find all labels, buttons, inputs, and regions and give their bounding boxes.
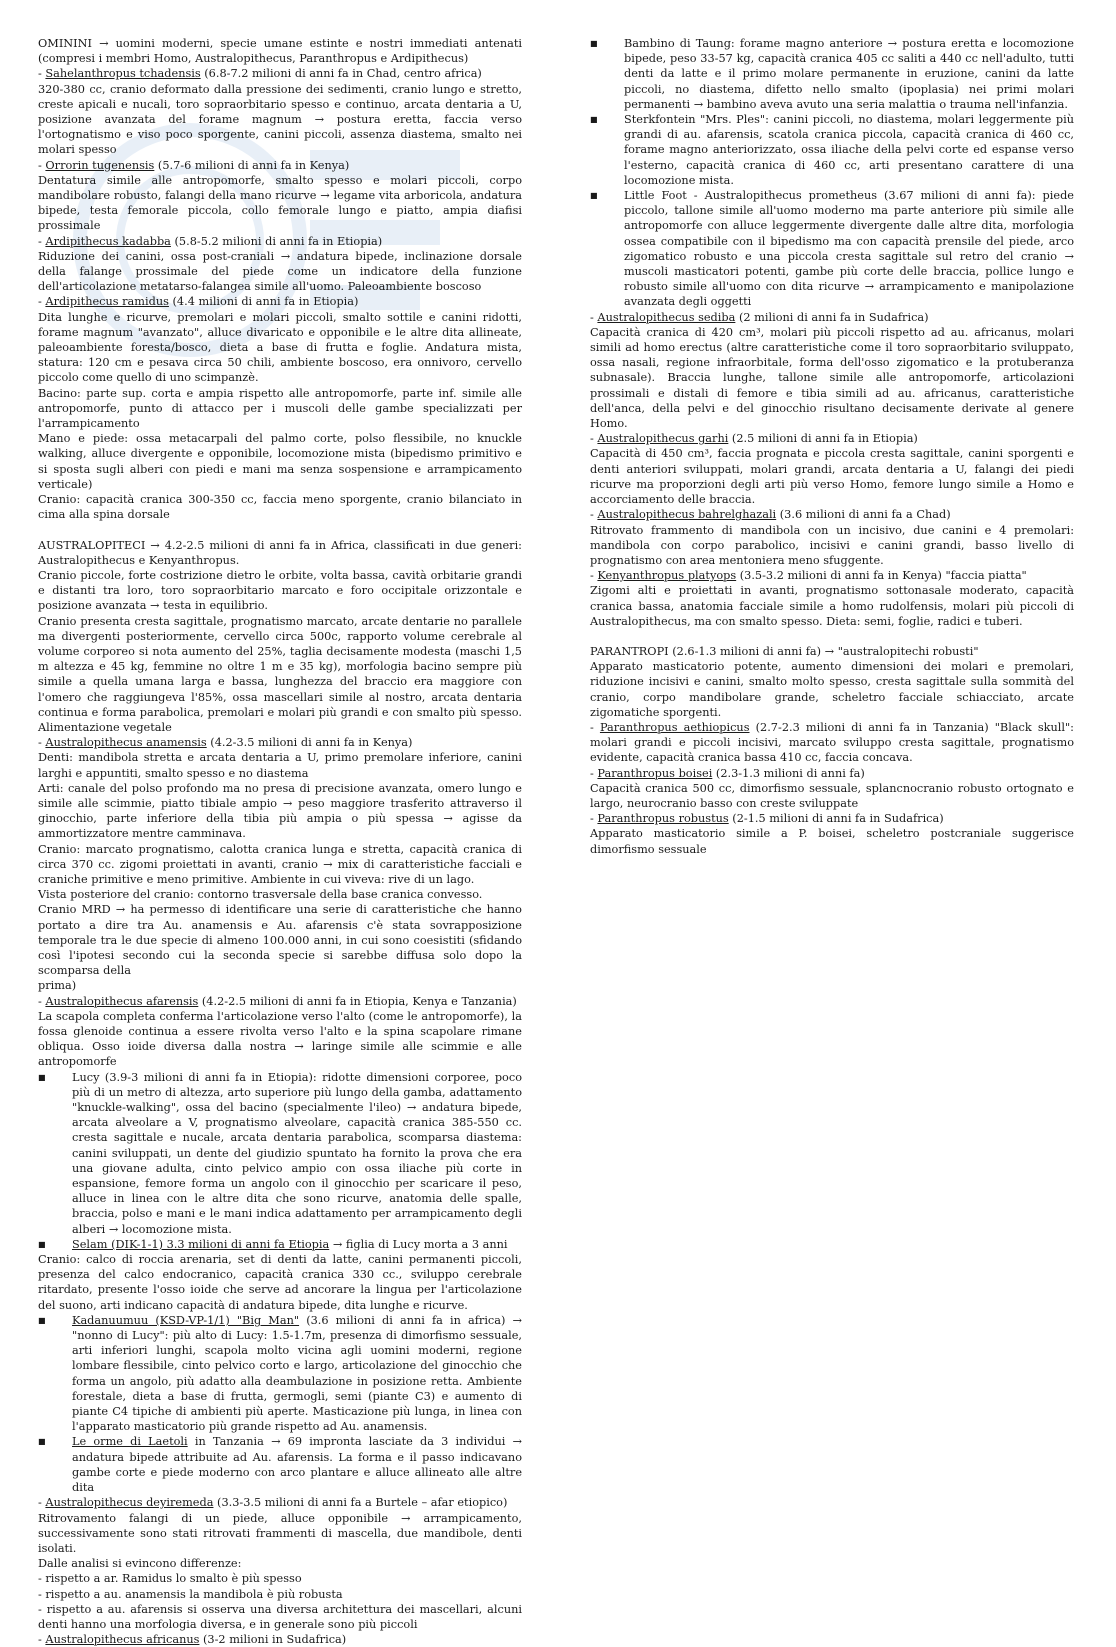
aethiopicus-name: Paranthropus aethiopicus (599, 720, 750, 734)
selam-name: Selam (DIK-1-1) 3.3 milioni di anni fa Etiopia (72, 1237, 330, 1251)
garhi-name: Australopithecus garhi (597, 432, 729, 446)
parantropi-text: Apparato masticatorio potente, aumento dimensioni dei molari e premolari, riduzione incisivi e canini, smalto molto spesso, cresta sagittale sulla sommità del cranio, corpo mandibolare grande, scheletro facciale schiacciato, arcate zigomatiche sporgenti. (590, 660, 1074, 719)
ramidus-text-3: Mano e piede: ossa metacarpali del palmo corte, polso flessibile, no knuckle walking, alluce divergente e opponibile, locomozione mista (bipedismo primitivo e si sposta sugli alberi con piedi e mani ma senza sospensione e arrampicamento verticale) (38, 432, 522, 491)
boisei-name: Paranthropus boisei (597, 766, 713, 780)
deyiremeda-t3: - rispetto a ar. Ramidus lo smalto è più spesso (38, 1572, 302, 1586)
lucy-text: Lucy (3.9-3 milioni di anni fa in Etiopia): ridotte dimensioni corporee, poco più di un metro di altezza, arto superiore più lungo della gamba, adattamento "knuckle-walking", ossa del bacino (specialmente l'ileo) → andatura bipede, arcata alveolare a V, prognatismo alveolare, capacità cranica 385-550 cc. cresta sagittale e nucale, arcata dentaria parabolica, scomparsa diastema: canini sviluppati, un dente del giudizio spuntato ha fornito la prova che era una giovane adulta, cinto pelvico ampio con ossa iliache più corte in espansione, femore forma un angolo con il ginocchio per scaricare il peso, alluce in linea con le altre dita che sono ricurve, anatomia delle spalle, braccia, polso e mani e le mani indica adattamento per arrampicamento degli alberi → locomozione mista. (72, 1070, 522, 1236)
australopiteci-intro: AUSTRALOPITECI → 4.2-2.5 milioni di anni fa in Africa, classificati in due generi: Australopithecus e Kenyanthropus. (38, 538, 522, 567)
selam-list-item (38, 1237, 522, 1252)
sediba-meta: (2 milioni di anni fa in Sudafrica) (735, 310, 929, 324)
anamensis-heading: - Australopithecus anamensis (4.2-3.5 milioni di anni fa in Kenya) (38, 736, 413, 750)
garhi-meta: (2.5 milioni di anni fa in Etiopia) (728, 432, 918, 446)
sterkfontein-list-item (590, 112, 1074, 188)
laetoli-list-item (38, 1434, 522, 1495)
kadanuumuu-name: Kadanuumuu (KSD-VP-1/1) "Big Man" (72, 1313, 300, 1327)
sahelanthropus-text: 320-380 cc, cranio deformato dalla pressione dei sedimenti, cranio lungo e stretto, creste apicali e nucali, toro sopraorbitario spesso e continuo, arcata dentaria a U, posizione avanzata del forame magnum → postura eretta, faccia verso l'ortognatismo e viso poco sporgente, canini piccoli, assenza diastema, smalto nei molari spesso (38, 82, 522, 157)
ramidus-name: Ardipithecus ramidus (45, 295, 169, 309)
afarensis-meta: (4.2-2.5 milioni di anni fa in Etiopia, Kenya e Tanzania) (198, 994, 517, 1008)
bullet-square-icon: ■ (38, 1239, 46, 1249)
kadabba-text: Riduzione dei canini, ossa post-craniali → andatura bipede, inclinazione dorsale della falange prossimale del piede come un indicatore della funzione dell'articolazione metatarso-falangea simile all'uomo. Paleoambiente boscoso (38, 249, 522, 294)
boisei-text: Capacità cranica 500 cc, dimorfismo sessuale, splancnocranio robusto ortognato e largo, neurocranio basso con creste sviluppate (590, 781, 1074, 810)
anamensis-t3: Cranio: marcato prognatismo, calotta cranica lunga e stretta, capacità cranica di circa 370 cc. zigomi proiettati in avanti, cranio → mix di caratteristiche facciali e craniche primitive e meno primitive. Ambiente in cui viveva: rive di un lago. (38, 842, 522, 886)
australopiteci-p1: Cranio piccole, forte costrizione dietro le orbite, volta bassa, cavità orbitarie grandi e distanti tra loro, toro sopraorbitario marcato e foro occipitale orizzontale e posizione avanzata → testa in equilibrio. (38, 568, 522, 613)
anamensis-t1: Denti: mandibola stretta e arcata dentaria a U, primo premolare inferiore, canini larghi e appuntiti, smalto spesso e no diastema (38, 751, 522, 780)
sediba-name: Australopithecus sediba (597, 310, 736, 324)
laetoli-name: Le orme di Laetoli (72, 1435, 188, 1449)
deyiremeda-meta: (3.3-3.5 milioni di anni fa a Burtele – afar etiopico) (213, 1496, 508, 1510)
section-gap (38, 523, 522, 538)
deyiremeda-t4: - rispetto a au. anamensis la mandibola è più robusta (38, 1587, 343, 1601)
garhi-heading: - Australopithecus garhi (2.5 milioni di anni fa in Etiopia) (590, 432, 918, 446)
section-gap (590, 629, 1074, 644)
orrorin-heading: - Orrorin tugenensis (5.7-6 milioni di anni fa in Kenya) (38, 158, 350, 172)
ramidus-meta: (4.4 milioni di anni fa in Etiopia) (168, 295, 359, 309)
afarensis-name: Australopithecus afarensis (45, 994, 199, 1008)
deyiremeda-t2: Dalle analisi si evincono differenze: (38, 1557, 242, 1571)
boisei-meta: (2.3-1.3 milioni di anni fa) (712, 766, 865, 780)
ramidus-heading: - Ardipithecus ramidus (4.4 milioni di anni fa in Etiopia) (38, 295, 359, 309)
africanus-heading: - Australopithecus africanus (3-2 milioni in Sudafrica) (38, 1633, 347, 1647)
anamensis-meta: (4.2-3.5 milioni di anni fa in Kenya) (206, 736, 413, 750)
bullet-square-icon: ■ (38, 1072, 46, 1082)
afarensis-heading: - Australopithecus afarensis (4.2-2.5 milioni di anni fa in Etiopia, Kenya e Tanzania) (38, 994, 517, 1008)
orrorin-text: Dentatura simile alle antropomorfe, smalto spesso e molari piccoli, corpo mandibolare robusto, falangi della mano ricurve → legame vita arboricola, andatura bipede, testa femorale piccola, collo femorale lungo e piatto, ampia diafisi prossimale (38, 173, 522, 233)
kenyanthropus-heading: - Kenyanthropus platyops (3.5-3.2 milioni di anni fa in Kenya) "faccia piatta" (590, 569, 1027, 583)
ramidus-text-1: Dita lunghe e ricurve, premolari e molari piccoli, smalto sottile e canini ridotti, forame magnum "avanzato", alluce divaricato e opponibile e le altre dita allineate, paleoambiente foresta/bosco, dieta a base di frutta e foglie. Andatura mista, statura: 120 cm e pesava circa 50 chili, ambiente boscoso, era onnivoro, cervello piccolo come quello di uno scimpanzè. (38, 310, 522, 385)
deyiremeda-t5: - rispetto a au. afarensis si osserva una diversa architettura dei mascellari, alcuni denti hanno una morfologia diversa, e in generale sono più piccoli (38, 1602, 522, 1631)
africanus-name: Australopithecus africanus (45, 1633, 200, 1647)
right-column (590, 36, 1074, 857)
anamensis-name: Australopithecus anamensis (45, 736, 207, 750)
sediba-heading: - Australopithecus sediba (2 milioni di anni fa in Sudafrica) (590, 310, 929, 324)
bahrelghazali-heading: - Australopithecus bahrelghazali (3.6 milioni di anni fa a Chad) (590, 508, 951, 522)
kadabba-meta: (5.8-5.2 milioni di anni fa in Etiopia) (170, 234, 383, 248)
deyiremeda-t1: Ritrovamento falangi di un piede, alluce opponibile → arrampicamento, successivamente sono stati ritrovati frammenti di mascella, due mandibole, denti isolati. (38, 1511, 522, 1555)
kadabba-name: Ardipithecus kadabba (45, 234, 171, 248)
kenyanthropus-meta: (3.5-3.2 milioni di anni fa in Kenya) "faccia piatta" (736, 569, 1027, 583)
littlefoot-text: Little Foot - Australopithecus prometheus (3.67 milioni di anni fa): piede piccolo, tallone simile all'uomo moderno ma parte anteriore più simile alle antropomorfe con alluce leggermente divergente dalle altre dita, morfologia ossea compatibile con il bipedismo ma con capacità prensile del piede, arco zigomatico robusto e una piccola cresta sagittale sul retro del cranio → muscoli masticatori potenti, gambe più corte delle braccia, pollice lungo e robusto simile all'uomo con dita ricurve → arrampicamento e manipolazione avanzata degli oggetti (624, 189, 1074, 309)
sahelanthropus-meta: (6.8-7.2 milioni di anni fa in Chad, centro africa) (200, 67, 482, 81)
kenyanthropus-text: Zigomi alti e proiettati in avanti, prognatismo sottonasale moderato, capacità cranica bassa, anatomia facciale simile a homo rudolfensis, molari più piccoli di Australopithecus, ma con smalto spesso. Dieta: semi, foglie, radici e tuberi. (590, 584, 1074, 628)
africanus-meta: (3-2 milioni in Sudafrica) (199, 1633, 347, 1647)
kadanuumuu-list-item (38, 1313, 522, 1435)
anamensis-t2: Arti: canale del polso profondo ma no presa di precisione avanzata, omero lungo e simile alle scimmie, piatto tibiale ampio → peso maggiore trasferito attraverso il ginocchio, parte inferiore della tibia più ampia o più spessa → agisse da ammortizzatore mentre camminava. (38, 781, 522, 841)
kenyanthropus-name: Kenyanthropus platyops (597, 569, 737, 583)
bullet-square-icon: ■ (590, 191, 598, 201)
afarensis-t1: La scapola completa conferma l'articolazione verso l'alto (come le antropomorfe), la fossa glenoide continua a essere rivolta verso l'alto e la spina scapolare rimane obliqua. Osso ioide diversa dalla nostra → laringe simile alle scimmie e alle antropomorfe (38, 1009, 522, 1069)
aethiopicus-heading: - Paranthropus aethiopicus (2.7-2.3 milioni di anni fa in Tanzania) "Black skull": molari grandi e piccoli incisivi, marcato sviluppo cresta sagittale, prognatismo evidente, capacità cranica bassa 410 cc, faccia concava. (590, 720, 1074, 765)
sterkfontein-text: Sterkfontein "Mrs. Ples": canini piccoli, no diastema, molari leggermente più grandi di au. afarensis, scatola cranica piccola, capacità cranica di 460 cc, forame magno anteriorizzato, ossa iliache della pelvi corte ed espanse verso l'esterno, capacità cranica di 460 cc, arti presentano carattere di una locomozione mista. (624, 113, 1074, 187)
deyiremeda-heading: - Australopithecus deyiremeda (3.3-3.5 milioni di anni fa a Burtele – afar etiopico) (38, 1496, 508, 1510)
ramidus-text-2: Bacino: parte sup. corta e ampia rispetto alle antropomorfe, parte inf. simile alle antropomorfe, punto di attacco per i muscoli delle gambe specializzati per l'arrampicamento (38, 386, 522, 431)
taung-list-item (590, 36, 1074, 112)
robustus-heading: - Paranthropus robustus (2-1.5 milioni di anni fa in Sudafrica) (590, 812, 944, 826)
bullet-square-icon: ■ (38, 1315, 46, 1325)
aethiopicus-meta: (2.7-2.3 milioni di anni fa in Tanzania) "Black skull": molari grandi e piccoli incisivi, marcato sviluppo cresta sagittale, prognatismo evidente, capacità cranica bassa 410 cc, faccia concava. (590, 720, 1074, 765)
robustus-name: Paranthropus robustus (597, 812, 729, 826)
orrorin-name: Orrorin tugenensis (45, 158, 155, 172)
taung-text: Bambino di Taung: forame magno anteriore → postura eretta e locomozione bipede, peso 33-57 kg, capacità cranica 405 cc saliti a 440 cc nell'adulto, tutti denti da latte e il primo molare permanente in eruzione, canini da latte piccoli, no diastema, difetto nello smalto (ipoplasia) nei primi molari permanenti → bambino aveva avuto una seria malattia o trauma nell'infanzia. (624, 37, 1074, 111)
boisei-heading: - Paranthropus boisei (2.3-1.3 milioni di anni fa) (590, 766, 865, 780)
sediba-text: Capacità cranica di 420 cm³, molari più piccoli rispetto ad au. africanus, molari simili ad homo erectus (altre caratteristiche come il toro sopraorbitario sviluppato, ossa nasali, regione infraorbitale, forma dell'osso zigomatico e la protuberanza subnasale). Braccia lunghe, tallone simile alle antropomorfe, articolazioni prossimali e distali di femore e tibia simili ad au. africanus, caratteristiche dell'anca, della pelvi e del ginocchio risultano decisamente derivate al genere Homo. (590, 325, 1074, 431)
sahelanthropus-name: Sahelanthropus tchadensis (45, 67, 201, 81)
selam-rest: → figlia di Lucy morta a 3 anni (329, 1237, 508, 1251)
anamensis-t4: Vista posteriore del cranio: contorno trasversale della base cranica convesso. (38, 888, 483, 902)
australopiteci-p2: Cranio presenta cresta sagittale, prognatismo marcato, arcate dentarie no parallele ma divergenti posteriormente, cervello circa 500c, rapporto volume cerebrale al volume corporeo si nota aumento del 25%, taglia decisamente modesta (maschi 1,5 m altezza e 45 kg, femmine no oltre 1 m e 35 kg), morfologia bacino sempre più simile a quella umana larga e bassa, lunghezza del braccio era maggiore con l'omero che raggiungeva l'85%, ossa mascellari simile al nostro, arcata dentaria continua e forma parabolica, premolari e molari più grandi e con smalto più spesso. Alimentazione vegetale (38, 614, 522, 734)
laetoli-rest: in Tanzania → 69 impronta lasciate da 3 individui → andatura bipede attribuite ad Au. afarensis. La forma e il passo indicavano gambe corte e piede moderno con arco plantare e alluce allineato alle altre dita (72, 1435, 522, 1495)
orrorin-meta: (5.7-6 milioni di anni fa in Kenya) (154, 158, 350, 172)
sahelanthropus-heading: - Sahelanthropus tchadensis (6.8-7.2 milioni di anni fa in Chad, centro africa) (38, 67, 482, 81)
robustus-text: Apparato masticatorio simile a P. boisei, scheletro postcraniale suggerisce dimorfismo sessuale (590, 827, 1074, 856)
ramidus-text-4: Cranio: capacità cranica 300-350 cc, faccia meno sporgente, cranio bilanciato in cima alla spina dorsale (38, 493, 522, 522)
kadanuumuu-rest: (3.6 milioni di anni fa in africa) → "nonno di Lucy": più alto di Lucy: 1.5-1.7m, presenza di dimorfismo sessuale, arti inferiori lunghi, scapola molto vicina agli uomini moderni, regione lombare flessibile, cinto pelvico corto e largo, articolazione del ginocchio che forma un angolo, più adatto alla deambulazione in posizione retta. Ambiente forestale, dieta a base di frutta, germogli, semi (piante C3) e aumento di piante C4 tipiche di ambienti più aperte. Masticazione più lunga, in linea con l'apparato masticatorio più grande rispetto ad Au. anamensis. (72, 1313, 522, 1434)
bahrelghazali-text: Ritrovato frammento di mandibola con un incisivo, due canini e 4 premolari: mandibola con corpo parabolico, incisivi e canini grandi, basso livello di prognatismo con area mentoniera meno sfuggente. (590, 523, 1074, 567)
selam-text: Cranio: calco di roccia arenaria, set di denti da latte, canini permanenti piccoli, presenza del calco endocranico, capacità cranica 330 cc., sviluppo cerebrale ritardato, presente l'osso ioide che serve ad ancorare la lingua per l'articolazione del suono, arti indicano capacità di andatura bipede, dita lunghe e ricurve. (38, 1253, 522, 1312)
ominini-intro: OMININI → uomini moderni, specie umane estinte e nostri immediati antenati (compresi i membri Homo, Australopithecus, Paranthropus e Ardipithecus) (38, 37, 522, 66)
bullet-square-icon: ■ (38, 1437, 46, 1447)
parantropi-intro: PARANTROPI (2.6-1.3 milioni di anni fa) → "australopitechi robusti" (590, 644, 979, 658)
kadabba-heading: - Ardipithecus kadabba (5.8-5.2 milioni di anni fa in Etiopia) (38, 234, 383, 248)
bahrelghazali-name: Australopithecus bahrelghazali (597, 508, 777, 522)
garhi-text: Capacità di 450 cm³, faccia prognata e piccola cresta sagittale, canini sporgenti e denti anteriori sviluppati, molari grandi, arcata dentaria a U, falangi dei piedi ricurve ma proporzioni degli arti più verso Homo, femore lungo simile a Homo e accorciamento delle braccia. (590, 447, 1074, 507)
anamensis-t5: Cranio MRD → ha permesso di identificare una serie di caratteristiche che hanno portato a dire tra Au. anamensis e Au. afarensis c'è stata sovrapposizione temporale tra le due specie di almeno 100.000 anni, in cui sono coesistiti (sfidando così l'ipotesi secondo cui la seconda specie si sarebbe diffusa solo dopo la scomparsa della (38, 903, 522, 978)
bullet-square-icon: ■ (590, 115, 598, 125)
bullet-square-icon: ■ (590, 39, 598, 48)
littlefoot-list-item (590, 188, 1074, 310)
lucy-list-item (38, 1070, 522, 1237)
deyiremeda-name: Australopithecus deyiremeda (45, 1496, 214, 1510)
anamensis-t6: prima) (38, 979, 77, 993)
robustus-meta: (2-1.5 milioni di anni fa in Sudafrica) (728, 812, 944, 826)
left-column (38, 36, 522, 1647)
bahrelghazali-meta: (3.6 milioni di anni fa a Chad) (776, 508, 951, 522)
